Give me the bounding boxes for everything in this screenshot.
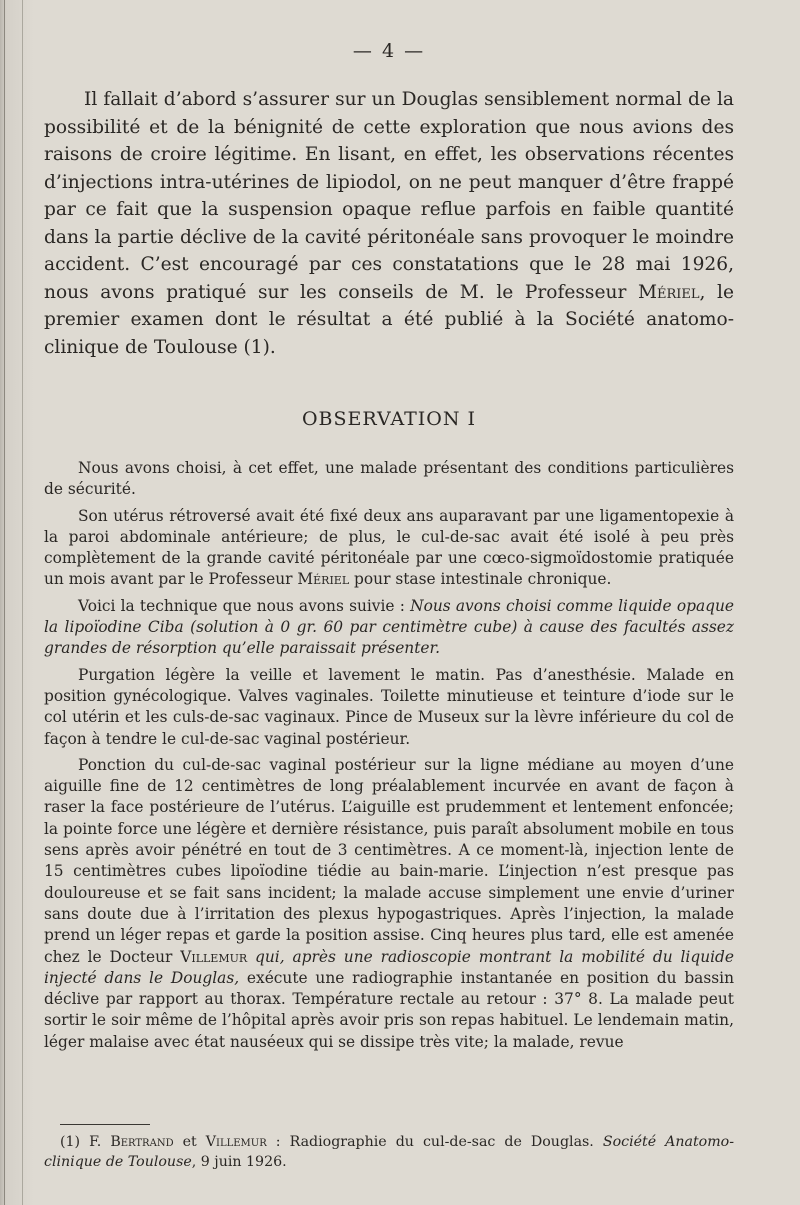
book-binding-edge <box>0 0 34 1205</box>
footnote-connector: et <box>173 1134 206 1150</box>
observation-paragraph-1: Nous avons choisi, à cet effet, une malade présentant des conditions particulières de sécurité. <box>44 459 734 499</box>
observation-paragraph-2 <box>44 506 734 591</box>
paragraph-text: Son utérus rétroversé avait été fixé deux ans auparavant par une ligamentopexie à la paroi abdominale antérieure; de plus, le cul-de-sac avait été isolé à peu près complètement de la grande cavité péritonéale par une cœco-sigmoïdostomie pratiquée un mois avant par le Professeur <box>44 506 734 589</box>
footnote-text <box>44 1132 734 1172</box>
footnote-marker: (1) F. <box>60 1134 111 1150</box>
intro-section <box>44 86 734 361</box>
observation-paragraph-5 <box>44 755 734 1053</box>
paragraph-text-end: exécute une radiographie instantanée en position du bassin déclive par rapport au thorax. Température rectale au retour : 37° 8. La malade peut sortir le soir même de l’hôpital après avoir pris son repas habituel. Le lendemain matin, léger malaise avec état nauséeux qui se dissipe très vite; la malade, revue <box>44 968 734 1051</box>
footnote-rule <box>60 1124 150 1125</box>
paragraph-text-end: pour stase intestinale chronique. <box>349 570 612 589</box>
footnote <box>44 1132 734 1172</box>
section-heading: OBSERVATION I <box>301 408 477 430</box>
footnote-source: Société Anatomo-clinique de Toulouse <box>44 1134 735 1170</box>
intro-text: Il fallait d’abord s’assurer sur un Douglas sensiblement normal de la possibilité et de la bénignité de cette exploration que nous avions des raisons de croire légitime. En lisant, en effet, les observations récentes d’injections intra-utérines de lipiodol, on ne peut manquer d’être frappé par ce fait que la suspension opaque reflue parfois en faible quantité dans la partie déclive de la cavité péritonéale sans provoquer le moindre accident. C’est encouragé par ces constatations que le 28 mai 1926, nous avons pratiqué sur les conseils de M. le Professeur <box>44 89 734 303</box>
footnote-author: Bertrand <box>110 1134 174 1150</box>
intro-text-end: , le premier examen dont le résultat a été publié à la Société anatomo-clinique de Toulouse (1). <box>44 281 735 358</box>
observation-paragraph-4: Purgation légère la veille et lavement le matin. Pas d’anesthésie. Malade en position gynécologique. Valves vaginales. Toilette minutieuse et teinture d’iode sur le col utérin et les culs-de-sac vaginaux. Pince de Museux sur la lèvre inférieure du col de façon à tendre le cul-de-sac vaginal postérieur. <box>44 665 734 748</box>
paragraph-text: Voici la technique que nous avons suivie : <box>78 596 411 615</box>
italic-text: qui, après une radioscopie montrant la mobilité du liquide injecté dans le Douglas, <box>44 947 734 987</box>
paragraph-text: Ponction du cul-de-sac vaginal postérieur sur la ligne médiane au moyen d’une aiguille fine de 12 centimètres de long préalablement incurvée en avant de façon à raser la face postérieure de l’utérus. L’aiguille est prudemment et lentement enfoncée; la pointe force une légère et dernière résistance, puis paraît absolument mobile en tous sens après avoir pénétré en tout de 3 centimètres. A ce moment-là, injection lente de 15 centimètres cubes lipoïodine tiédie au bain-marie. L’injection n’est presque pas douloureuse et se fait sans incident; la malade accuse simplement une envie d’uriner sans doute due à l’irritation des plexus hypogastriques. Après l’injection, la malade prend un léger repas et garde la position assise. Cinq heures plus tard, elle est amenée chez le Docteur <box>44 755 734 966</box>
observation-paragraph-3 <box>44 596 734 660</box>
intro-paragraph <box>44 86 734 361</box>
footnote-author: Villemur <box>205 1134 267 1150</box>
author-name: Villemur <box>180 947 248 966</box>
author-name: Mériel <box>297 570 350 589</box>
author-name: Mériel <box>637 281 700 303</box>
observation-section <box>44 458 734 1058</box>
footnote-title: : Radiographie du cul-de-sac de Douglas. <box>266 1134 603 1150</box>
italic-text: Nous avons choisi comme liquide opaque la lipoïodine Ciba (solution à 0 gr. 60 par centimètre cube) à cause des facultés assez grandes de résorption qu’elle paraissait présenter. <box>44 596 734 658</box>
page-number: — 4 — <box>352 40 426 62</box>
footnote-date: , 9 juin 1926. <box>191 1154 287 1170</box>
